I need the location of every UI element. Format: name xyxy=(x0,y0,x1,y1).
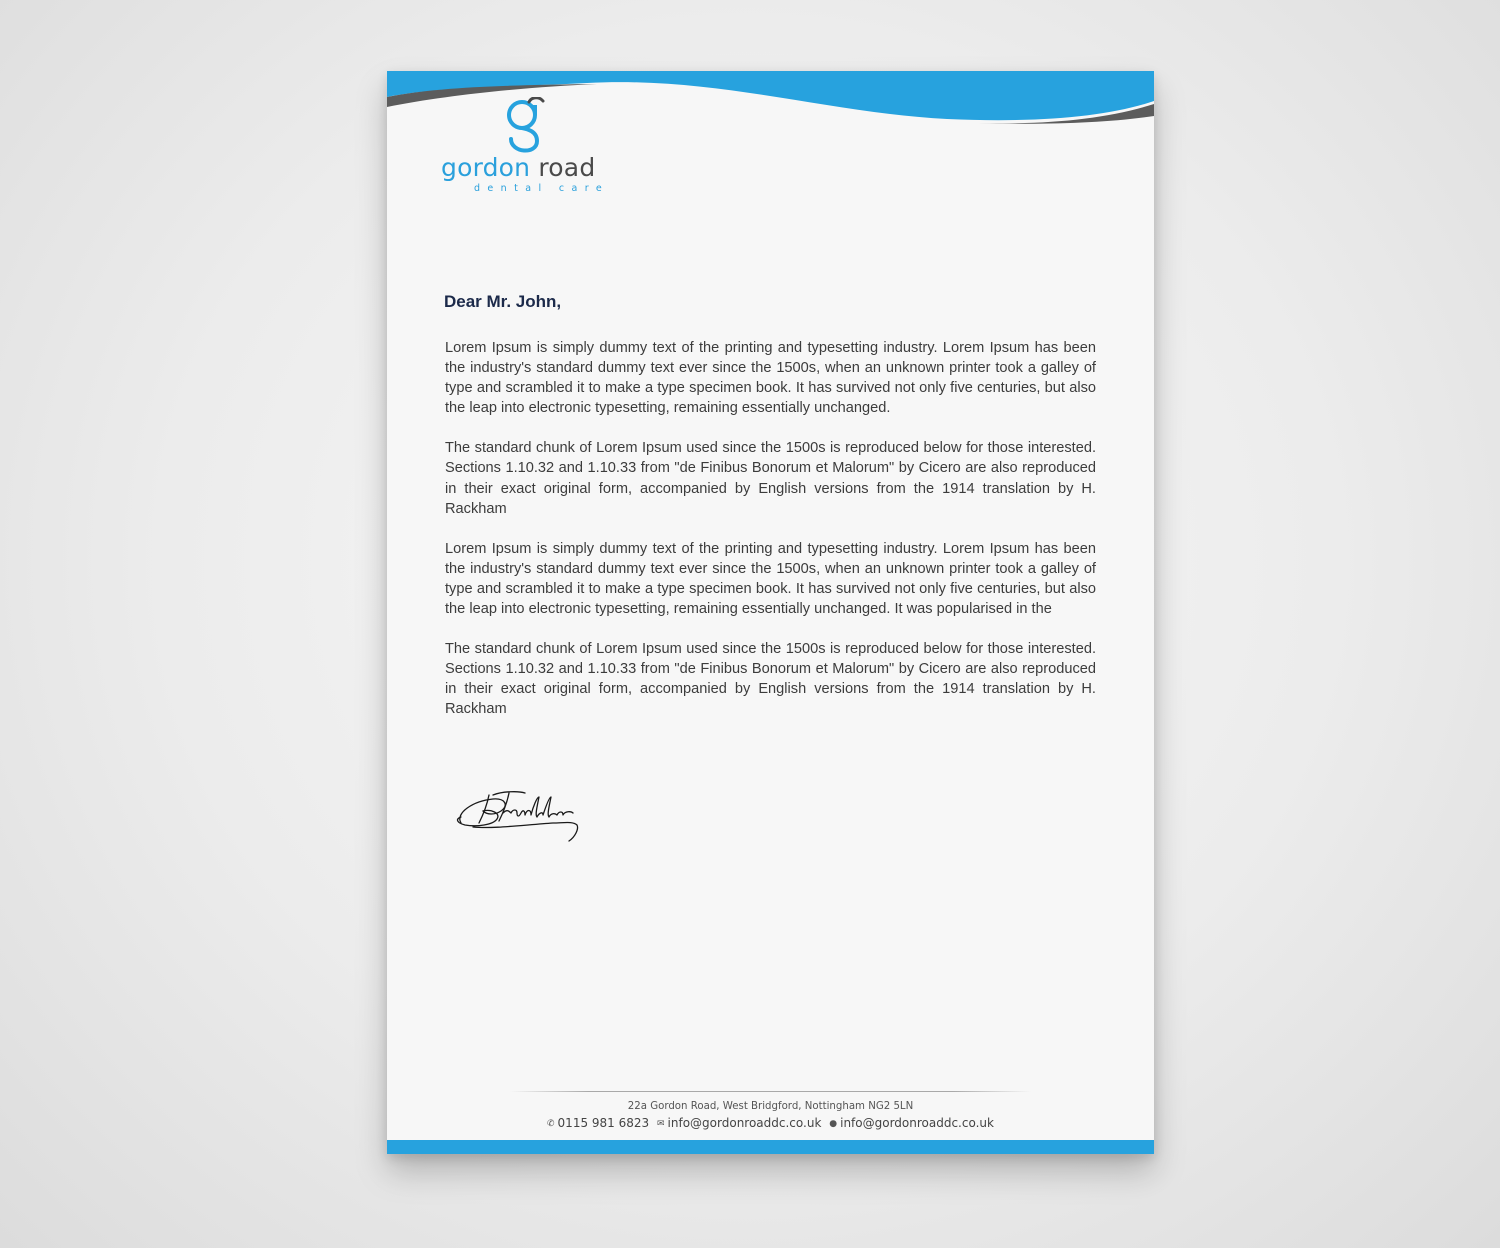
letter-paragraph: Lorem Ipsum is simply dummy text of the printing and typesetting industry. Lorem Ipsum has been the industry's standard dummy text ever since the 1500s, when an unknown printer took a galley of type and scrambled it to make a type specimen book. It has survived not only five centuries, but also the leap into electronic typesetting, remaining essentially unchanged. It was popularised in the xyxy=(445,540,1096,618)
globe-icon: ● xyxy=(829,1119,838,1129)
logo-name-gordon: gordon xyxy=(441,153,531,182)
envelope-icon: ✉ xyxy=(657,1119,665,1129)
logo-name-road: road xyxy=(538,153,596,182)
letter-body xyxy=(445,338,1096,740)
footer-website xyxy=(829,1116,994,1130)
footer-contacts xyxy=(387,1116,1154,1130)
company-logo xyxy=(441,97,611,197)
letterhead-page xyxy=(387,71,1154,1154)
footer-accent-bar xyxy=(387,1140,1154,1154)
footer-phone xyxy=(547,1116,649,1130)
footer-email-address: info@gordonroaddc.co.uk xyxy=(667,1116,822,1130)
letter-salutation: Dear Mr. John, xyxy=(444,292,562,311)
logo-name xyxy=(441,153,595,183)
letter-paragraph: Lorem Ipsum is simply dummy text of the printing and typesetting industry. Lorem Ipsum has been the industry's standard dummy text ever since the 1500s, when an unknown printer took a galley of type and scrambled it to make a type specimen book. It has survived not only five centuries, but also the leap into electronic typesetting, remaining essentially unchanged. xyxy=(445,340,1096,417)
logo-monogram xyxy=(503,97,545,159)
footer-email xyxy=(657,1116,821,1130)
handwritten-signature xyxy=(453,783,583,848)
letter-paragraph: The standard chunk of Lorem Ipsum used since the 1500s is reproduced below for those interested. Sections 1.10.32 and 1.10.33 from "de Finibus Bonorum et Malorum" by Cicero are also reproduced in their exact original form, accompanied by English versions from the 1914 translation by H. Rackham xyxy=(445,440,1096,517)
phone-icon: ✆ xyxy=(547,1119,555,1129)
footer-phone-number: 0115 981 6823 xyxy=(557,1116,650,1130)
logo-tagline: dental care xyxy=(474,183,610,194)
footer-address: 22a Gordon Road, West Bridgford, Nottingham NG2 5LN xyxy=(627,1101,914,1112)
footer-divider xyxy=(510,1091,1031,1092)
letter-paragraph: The standard chunk of Lorem Ipsum used since the 1500s is reproduced below for those interested. Sections 1.10.32 and 1.10.33 from "de Finibus Bonorum et Malorum" by Cicero are also reproduced in their exact original form, accompanied by English versions from the 1914 translation by H. Rackham xyxy=(445,641,1096,718)
footer-website-address: info@gordonroaddc.co.uk xyxy=(840,1116,994,1130)
